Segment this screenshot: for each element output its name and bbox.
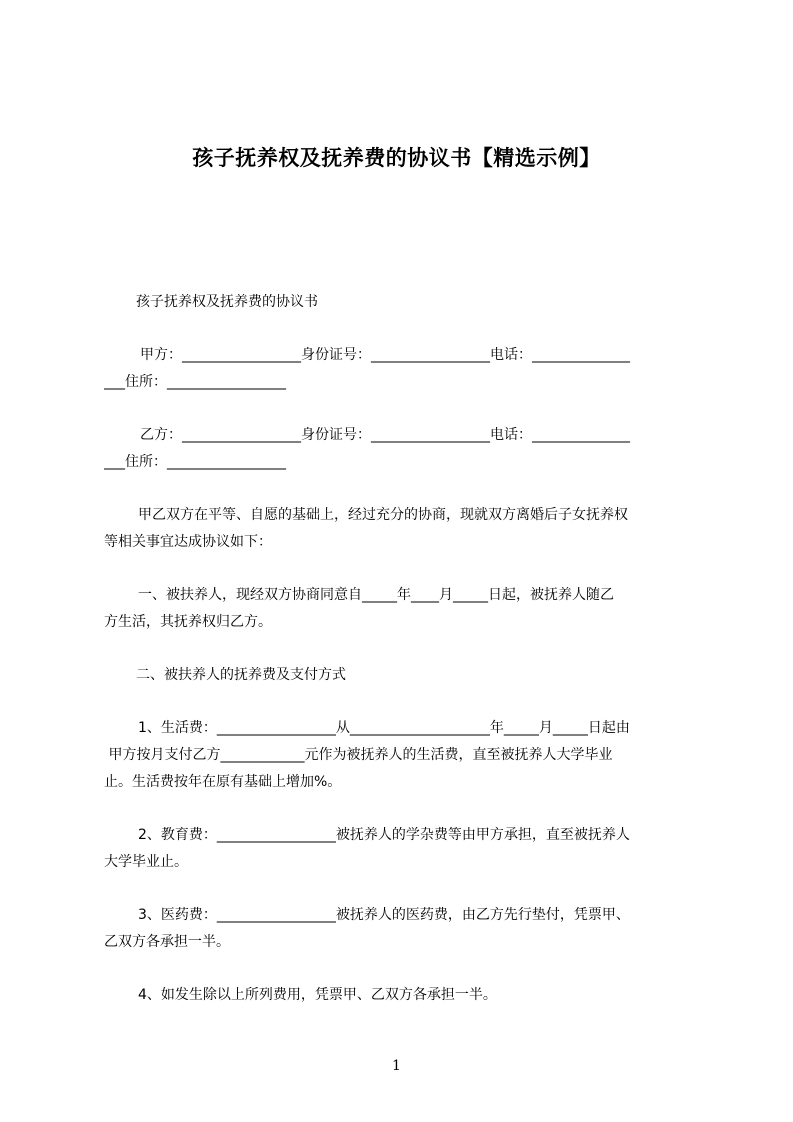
document-title: 孩子抚养权及抚养费的协议书【精选示例】 <box>192 146 601 170</box>
intro-paragraph-line-2: 等相关事宜达成协议如下： <box>104 534 272 550</box>
item-3-line-1: 3、医药费：_________________被抚养人的医药费，由乙方先行垫付，凭票甲、 <box>138 907 630 923</box>
item-4-line: 4、如发生除以上所列费用，凭票甲、乙双方各承担一半。 <box>138 987 497 1003</box>
party-b-line-1: 乙方：_________________身份证号：_________________电话：______________ <box>140 427 630 443</box>
item-1-line-1: 1、生活费：_________________从____________________年_____月_____日起由 <box>138 720 630 736</box>
document-subtitle: 孩子抚养权及抚养费的协议书 <box>136 294 318 310</box>
party-b-line-2: ___住所：_________________ <box>104 454 286 470</box>
item-1-line-3: 止。生活费按年在原有基础上增加%。 <box>104 774 342 790</box>
item-1-line-2: 甲方按月支付乙方____________元作为被抚养人的生活费，直至被抚养人大学毕业 <box>104 747 613 763</box>
party-a-line-2: ___住所：_________________ <box>104 374 286 390</box>
clause-1-line-1: 一、被扶养人，现经双方协商同意自_____年____月_____日起，被抚养人随乙 <box>138 587 614 603</box>
party-a-line-1: 甲方：_________________身份证号：_________________电话：______________ <box>140 347 630 363</box>
clause-2-heading: 二、被扶养人的抚养费及支付方式 <box>136 667 346 683</box>
clause-1-line-2: 方生活，其抚养权归乙方。 <box>104 614 272 630</box>
intro-paragraph-line-1: 甲乙双方在平等、自愿的基础上，经过充分的协商，现就双方离婚后子女抚养权 <box>138 507 628 523</box>
page-number: 1 <box>392 1058 401 1074</box>
item-2-line-1: 2、教育费：_________________被抚养人的学杂费等由甲方承担，直至被抚养人 <box>138 827 630 843</box>
item-2-line-2: 大学毕业止。 <box>104 854 188 870</box>
item-3-line-2: 乙双方各承担一半。 <box>104 934 230 950</box>
